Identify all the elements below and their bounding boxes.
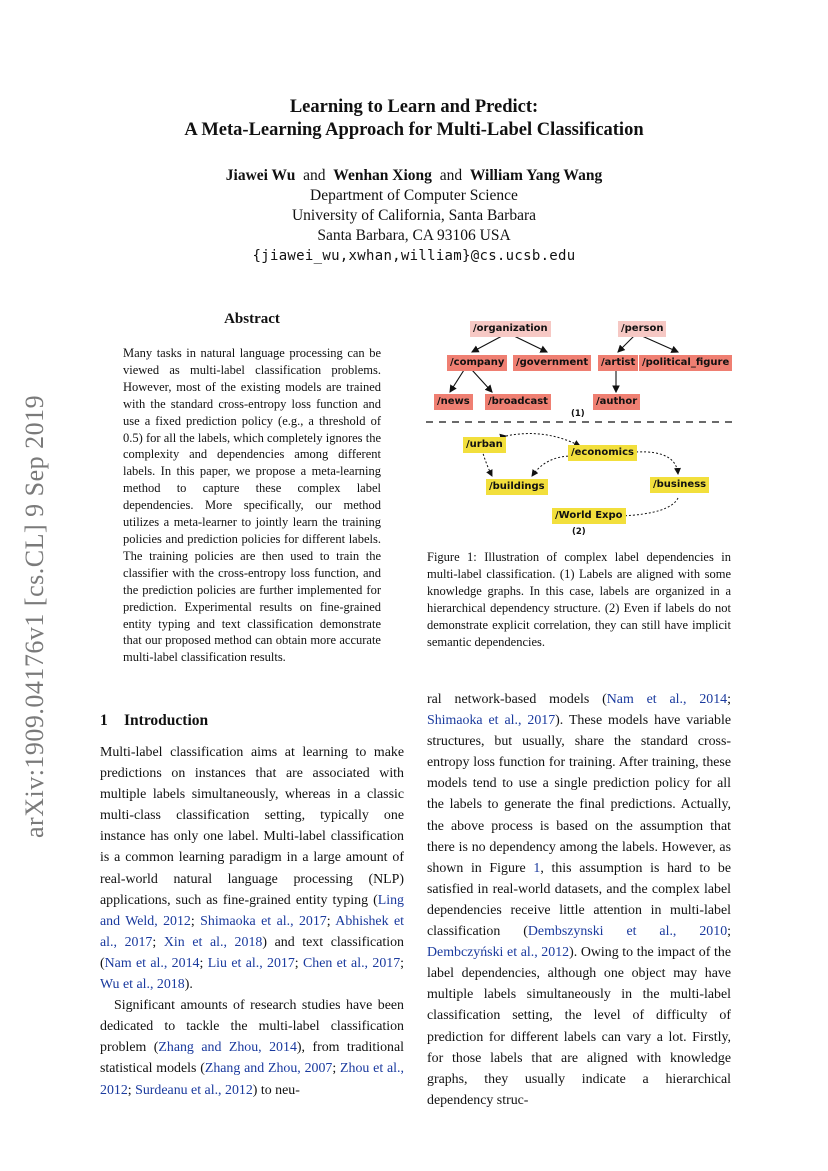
citation-link[interactable]: Shimaoka et al., 2017 (427, 713, 556, 729)
label-political-figure: /political_figure (639, 355, 732, 371)
text-run: ) to neu- (252, 1082, 300, 1098)
citation-link[interactable]: Zhou et al., 2012 (100, 1061, 404, 1098)
text-run: Multi-label classification aims at learning to make predictions on instances that are associated with multiple labels simultaneously, whereas in a classic multi-class classification setting, typically one instance has only one label. Multi-label classification is a common learning paradigm in a large amount of real-world natural language processing (NLP) applications, such as fine-grained entity typing ( (100, 745, 404, 908)
affiliation-univ: University of California, Santa Barbara (291, 207, 537, 224)
text-run: ). (184, 977, 193, 993)
label-government: /government (513, 355, 591, 371)
author-2: Wenhan Xiong (333, 167, 432, 184)
author-3: William Yang Wang (469, 167, 603, 184)
text-run: ), from traditional statistical models ( (100, 1040, 404, 1077)
author-names (0, 166, 828, 186)
edge-economics-business (636, 452, 678, 474)
edge-company-broadcast (472, 370, 492, 392)
right-column-text (427, 689, 731, 1111)
author-email: {jiawei_wu,xwhan,william}@cs.ucsb.edu (252, 248, 576, 264)
citation-link[interactable]: Wu et al., 2018 (100, 977, 185, 993)
figure-1 (420, 312, 740, 544)
citation-link[interactable]: Surdeanu et al., 2012 (135, 1082, 253, 1098)
label-urban: /urban (463, 437, 506, 453)
author-1: Jiawei Wu (225, 167, 296, 184)
edge-urban-buildings (482, 450, 492, 476)
edge-economics-buildings (532, 456, 572, 476)
citation-link[interactable]: Abhishek et al., 2017 (100, 913, 404, 950)
label-organization: /organization (470, 321, 551, 337)
figure-part-1-number: (1) (571, 409, 585, 419)
citation-link[interactable]: Shimaoka et al., 2017 (200, 913, 327, 929)
edge-person-political (642, 336, 678, 352)
author-sep-1: and (303, 167, 326, 184)
citation-link[interactable]: Xin et al., 2018 (163, 934, 263, 950)
label-economics: /economics (568, 445, 637, 461)
citation-link[interactable]: Dembszynski et al., 2010 (527, 924, 728, 940)
text-run: ; (400, 955, 405, 971)
edge-org-company (472, 336, 502, 352)
citation-link[interactable]: Zhang and Zhou, 2007 (204, 1061, 333, 1077)
text-run: ). Owing to the impact of the label dependencies, although one object may have multiple labels simultaneously in the multi-label classification setting, the level of difficulty of prediction for different labels can vary a lot. Firstly, for those labels that are aligned with knowledge graphs, they usually indicate a hierarchical dependency struc- (427, 945, 731, 1108)
text-run: ral network-based models ( (427, 692, 607, 707)
text-run: ). These models have variable structures, but usually, share the standard cross-entropy loss function for training. After training, these models tend to use a single prediction policy for all the labels to generate the final predictions. Actually, the above process is based on the assumption that there is no dependency among the labels. However, as shown in Figure (427, 713, 732, 876)
text-run: ; (326, 913, 336, 929)
text-run: ; (294, 955, 304, 971)
author-block (0, 166, 828, 266)
label-buildings: /buildings (486, 479, 548, 495)
edge-business-expo (620, 498, 678, 516)
abstract-heading: Abstract (224, 311, 280, 327)
citation-link[interactable]: Dembczyński et al., 2012 (427, 945, 570, 961)
text-run: ) and text classification ( (100, 934, 404, 971)
intro-paragraph-2 (100, 995, 404, 1100)
citation-link[interactable]: Liu et al., 2017 (207, 955, 295, 971)
citation-link[interactable]: Nam et al., 2014 (606, 692, 728, 707)
text-run: ; (332, 1061, 341, 1077)
citation-link[interactable]: Chen et al., 2017 (303, 955, 401, 971)
label-news: /news (434, 394, 473, 410)
section-heading (100, 712, 208, 730)
title-line-2: A Meta-Learning Approach for Multi-Label Classification (184, 120, 644, 140)
text-run: ; (727, 692, 731, 707)
arxiv-stamp (8, 380, 68, 840)
intro-paragraph-3 (427, 689, 731, 1111)
text-run: Significant amounts of research studies have been dedicated to tackle the multi-label classification problem ( (100, 998, 404, 1056)
text-run: ; (127, 1082, 136, 1098)
figure-part-2-number: (2) (572, 527, 586, 537)
abstract-text: Many tasks in natural language processing can be viewed as multi-label classification problems. However, most of the existing models are trained with the standard cross-entropy loss function and use a fixed prediction policy (e.g., a threshold of 0.5) for all the labels, which completely ignores the complexity and dependencies among different labels. In this paper, we propose a meta-learning method to capture these complex label dependencies. More specifically, our method utilizes a meta-learner to jointly learn the training policies and prediction policies for different labels. The training policies are then used to train the classifier with the cross-entropy loss function, and the prediction policies are further implemented for prediction. Experimental results on fine-grained entity typing and text classification demonstrate that our proposed method can obtain more accurate multi-label classification results. (123, 346, 381, 665)
author-sep-2: and (439, 167, 463, 184)
label-author: /author (593, 394, 640, 410)
text-run: ; (727, 924, 731, 940)
citation-link[interactable]: Ling and Weld, 2012 (100, 892, 404, 929)
label-world-expo: /World Expo (552, 508, 626, 524)
edge-org-government (514, 336, 547, 352)
text-run: ; (190, 913, 201, 929)
text-run: ; (199, 955, 208, 971)
left-column-text (100, 742, 404, 1101)
label-person: /person (618, 321, 666, 337)
figure-link[interactable]: 1 (533, 860, 541, 876)
text-run: , this assumption is hard to be satisfied in real-world datasets, and the complex label dependencies receive little attention in multi-label classification ( (427, 860, 732, 940)
title-line-1: Learning to Learn and Predict: (289, 97, 539, 117)
citation-link[interactable]: Nam et al., 2014 (104, 955, 200, 971)
edge-company-news (450, 370, 464, 392)
affiliation-city: Santa Barbara, CA 93106 USA (317, 227, 511, 244)
text-run: ; (152, 934, 164, 950)
label-broadcast: /broadcast (485, 394, 551, 410)
label-artist: /artist (598, 355, 638, 371)
figure-caption: Figure 1: Illustration of complex label dependencies in multi-label classification. (1) Labels are aligned with some knowledge graphs. In this case, labels are organized in a hierarchical dependency structure. (2) Even if labels do not demonstrate explicit correlation, they can still have implicit semantic dependencies. (427, 550, 731, 649)
edge-person-artist (618, 336, 634, 352)
label-business: /business (650, 477, 709, 493)
intro-paragraph-1 (100, 742, 404, 995)
paper-title (0, 96, 828, 142)
citation-link[interactable]: Zhang and Zhou, 2014 (158, 1040, 297, 1056)
section-title: Introduction (124, 712, 209, 729)
affiliation-dept: Department of Computer Science (310, 187, 518, 204)
section-number: 1 (100, 712, 108, 729)
arxiv-stamp-text: arXiv:1909.04176v1 [cs.CL] 9 Sep 2019 (20, 394, 49, 838)
label-company: /company (447, 355, 507, 371)
